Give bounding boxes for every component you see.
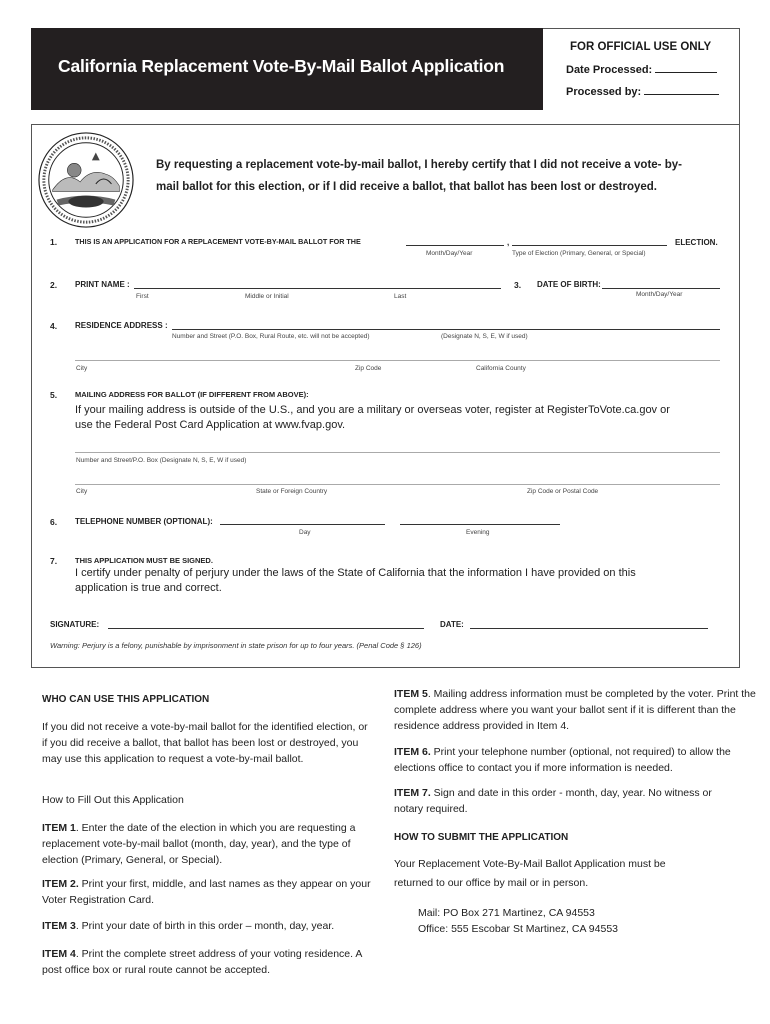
item-1-number: 1. — [50, 237, 58, 247]
official-use-box — [543, 28, 740, 125]
residence-county-hint: California County — [476, 365, 526, 372]
item-5-number: 5. — [50, 390, 58, 400]
day-phone-field[interactable] — [220, 524, 385, 525]
residence-zip-hint: Zip Code — [355, 365, 382, 372]
office-address: Office: 555 Escobar St Martinez, CA 94553 — [418, 923, 618, 935]
great-seal-of-california-icon — [37, 131, 135, 229]
date-processed-label: Date Processed: — [566, 64, 717, 76]
print-name-field[interactable] — [134, 288, 501, 289]
who-can-use-heading: WHO CAN USE THIS APPLICATION — [42, 694, 210, 705]
item-2-number: 2. — [50, 280, 58, 290]
how-to-fill-heading: How to Fill Out this Application — [42, 794, 184, 806]
election-date-hint: Month/Day/Year — [426, 250, 473, 257]
item-1-comma: , — [507, 238, 510, 247]
instruction-item-5: ITEM 5. Mailing address information must be completed by the voter. Print the complete address where you want your ballot sent if it is different than the residence address provided in Item 4. — [394, 688, 756, 732]
residence-city-hint: City — [76, 365, 88, 372]
item-7-perjury-statement: I certify under penalty of perjury under the laws of the State of California that the information I have provided on this application is true and correct. — [75, 567, 636, 594]
item-3-number: 3. — [514, 280, 522, 290]
item-2-label: PRINT NAME : — [75, 280, 130, 289]
residence-city-field[interactable] — [75, 360, 720, 361]
election-type-field[interactable] — [512, 245, 667, 246]
mailing-state-hint: State or Foreign Country — [256, 488, 328, 495]
residence-designate-hint: (Designate N, S, E, W if used) — [441, 333, 528, 340]
mailing-city-field[interactable] — [75, 484, 720, 485]
perjury-warning: Warning: Perjury is a felony, punishable by imprisonment in state prison for up to four years. (Penal Code § 126) — [50, 641, 422, 650]
how-to-submit-heading: HOW TO SUBMIT THE APPLICATION — [394, 832, 569, 843]
form-title: California Replacement Vote-By-Mail Ballot Application — [58, 56, 505, 76]
signature-date-label: DATE: — [440, 620, 464, 629]
item-4-number: 4. — [50, 321, 58, 331]
item-6-label: TELEPHONE NUMBER (OPTIONAL): — [75, 517, 213, 526]
item-7-number: 7. — [50, 556, 58, 566]
instruction-item-1: ITEM 1. Enter the date of the election in which you are requesting a replacement vote-by-mail ballot (month, day, year), and the type of election (Primary, General, or Special). — [42, 822, 356, 866]
item-4-label: RESIDENCE ADDRESS : — [75, 321, 168, 330]
middle-name-hint: Middle or Initial — [245, 293, 289, 300]
item-1-label: THIS IS AN APPLICATION FOR A REPLACEMENT VOTE-BY-MAIL BALLOT FOR THE — [75, 237, 361, 246]
mail-address: Mail: PO Box 271 Martinez, CA 94553 — [418, 907, 595, 919]
instruction-item-4: ITEM 4. Print the complete street address of your voting residence. A post office box or rural route cannot be accepted. — [42, 948, 362, 976]
evening-phone-hint: Evening — [466, 529, 490, 536]
mailing-city-hint: City — [76, 488, 88, 495]
last-name-hint: Last — [394, 293, 407, 300]
mailing-zip-hint: Zip Code or Postal Code — [527, 488, 599, 495]
day-phone-hint: Day — [299, 529, 311, 536]
evening-phone-field[interactable] — [400, 524, 560, 525]
certification-statement: By requesting a replacement vote-by-mail ballot, I hereby certify that I did not receive a vote- by- mail ballot for this election, or if I did receive a ballot, that ballot has been lost or destroyed. — [156, 159, 682, 193]
first-name-hint: First — [136, 293, 149, 300]
instruction-item-3: ITEM 3. Print your date of birth in this order – month, day, year. — [42, 920, 335, 932]
who-can-use-text: If you did not receive a vote-by-mail ballot for the identified election, or if you did receive a ballot, that ballot has been lost or destroyed, you may use this application to request a vote-by-mail ballot. — [42, 721, 368, 765]
signature-date-field[interactable] — [470, 628, 708, 629]
processed-by-label: Processed by: — [566, 86, 719, 98]
item-3-label: DATE OF BIRTH: — [537, 280, 601, 289]
item-1-election-label: ELECTION. — [675, 238, 718, 247]
submit-instructions: Your Replacement Vote-By-Mail Ballot Application must be returned to our office by mail or in person. — [394, 858, 666, 889]
date-of-birth-field[interactable] — [602, 288, 720, 289]
date-of-birth-hint: Month/Day/Year — [636, 291, 683, 298]
signature-field[interactable] — [108, 628, 424, 629]
mailing-street-hint: Number and Street/P.O. Box (Designate N, S, E, W if used) — [76, 457, 247, 464]
item-7-label: THIS APPLICATION MUST BE SIGNED. — [75, 556, 213, 565]
item-5-overseas-note: If your mailing address is outside of the U.S., and you are a military or overseas voter, register at RegisterToVote.ca.gov or use the Federal Post Card Application at www.fvap.gov. — [75, 404, 670, 431]
election-date-field[interactable] — [406, 245, 504, 246]
instruction-item-7: ITEM 7. Sign and date in this order - month, day, year. No witness or notary required. — [394, 787, 712, 815]
instruction-item-2: ITEM 2. Print your first, middle, and last names as they appear on your Voter Registration Card. — [42, 878, 371, 906]
instruction-item-6: ITEM 6. Print your telephone number (optional, not required) to allow the elections office to contact you if more information is needed. — [394, 746, 731, 774]
office-addresses — [418, 905, 618, 937]
residence-street-hint: Number and Street (P.O. Box, Rural Route, etc. will not be accepted) — [172, 333, 370, 340]
election-type-hint: Type of Election (Primary, General, or Special) — [512, 250, 646, 257]
residence-street-field[interactable] — [172, 329, 720, 330]
official-use-heading: FOR OFFICIAL USE ONLY — [570, 41, 712, 53]
item-5-label: MAILING ADDRESS FOR BALLOT (IF DIFFERENT FROM ABOVE): — [75, 390, 309, 399]
signature-label: SIGNATURE: — [50, 620, 100, 629]
mailing-street-field[interactable] — [75, 452, 720, 453]
item-6-number: 6. — [50, 517, 58, 527]
